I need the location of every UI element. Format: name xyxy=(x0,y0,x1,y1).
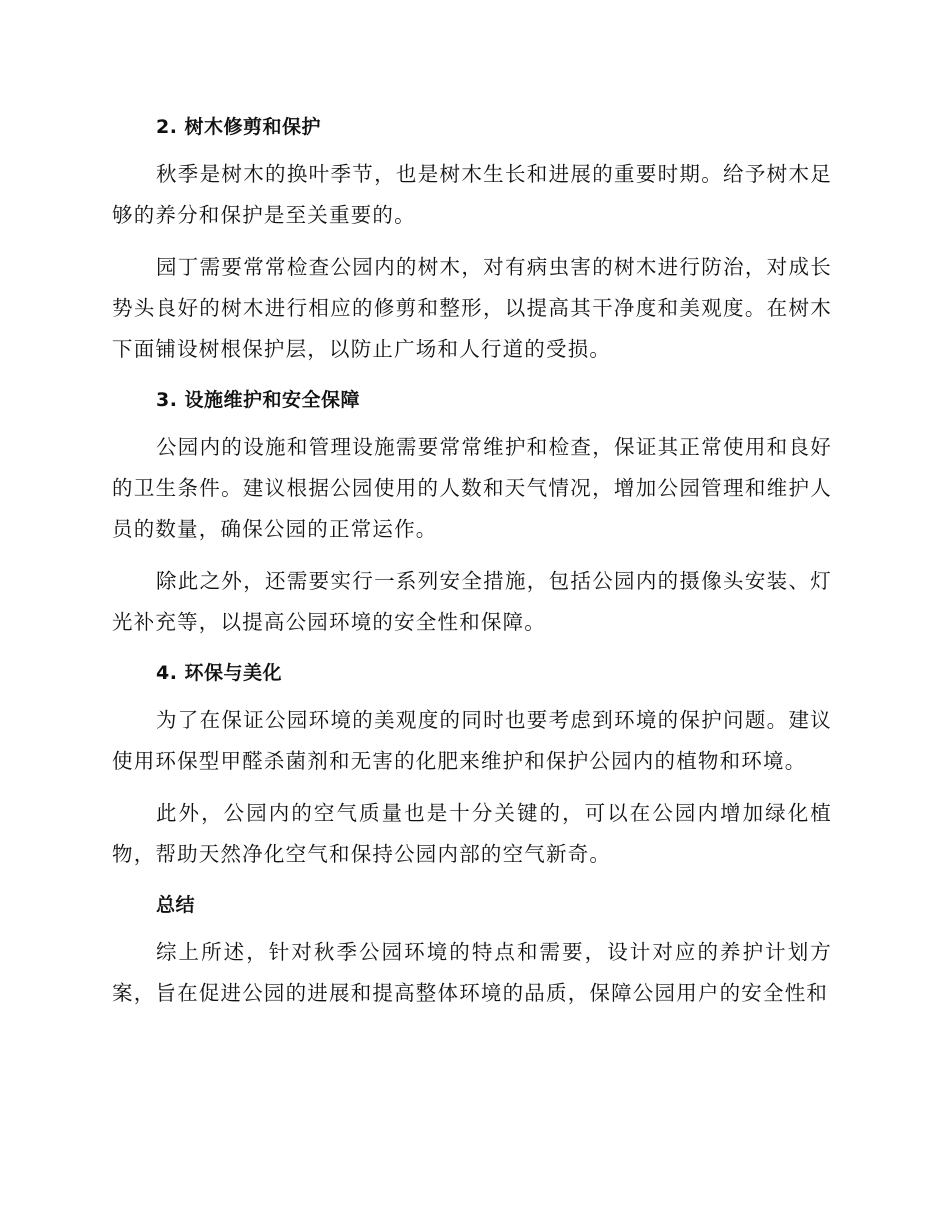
document-body xyxy=(112,108,832,1025)
section-heading-facility-maintenance: 3. 设施维护和安全保障 xyxy=(156,389,361,411)
paragraph-facility-check: 公园内的设施和管理设施需要常常维护和检查，保证其正常使用和良好的卫生条件。建议根据公园使用的人数和天气情况，增加公园管理和维护人员的数量，确保公园的正常运作。 xyxy=(112,435,832,541)
paragraph-air-quality: 此外，公园内的空气质量也是十分关键的，可以在公园内增加绿化植物，帮助天然净化空气和保持公园内部的空气新奇。 xyxy=(112,801,832,866)
section-heading-summary: 总结 xyxy=(156,894,196,916)
paragraph-eco-protection: 为了在保证公园环境的美观度的同时也要考虑到环境的保护问题。建议使用环保型甲醛杀菌剂和无害的化肥来维护和保护公园内的植物和环境。 xyxy=(112,708,832,773)
paragraph-summary: 综上所述，针对秋季公园环境的特点和需要，设计对应的养护计划方案，旨在促进公园的进展和提高整体环境的品质，保障公园用户的安全性和 xyxy=(112,940,832,1005)
paragraph-gardener-inspection: 园丁需要常常检查公园内的树木，对有病虫害的树木进行防治，对成长势头良好的树木进行相应的修剪和整形，以提高其干净度和美观度。在树木下面铺设树根保护层，以防止广场和人行道的受损。 xyxy=(112,255,832,361)
paragraph-safety-measures: 除此之外，还需要实行一系列安全措施，包括公园内的摄像头安装、灯光补充等，以提高公园环境的安全性和保障。 xyxy=(112,569,832,634)
section-heading-tree-pruning: 2. 树木修剪和保护 xyxy=(156,116,322,138)
section-heading-environment: 4. 环保与美化 xyxy=(156,662,283,684)
paragraph-tree-season: 秋季是树木的换叶季节，也是树木生长和进展的重要时期。给予树木足够的养分和保护是至关重要的。 xyxy=(112,162,832,227)
